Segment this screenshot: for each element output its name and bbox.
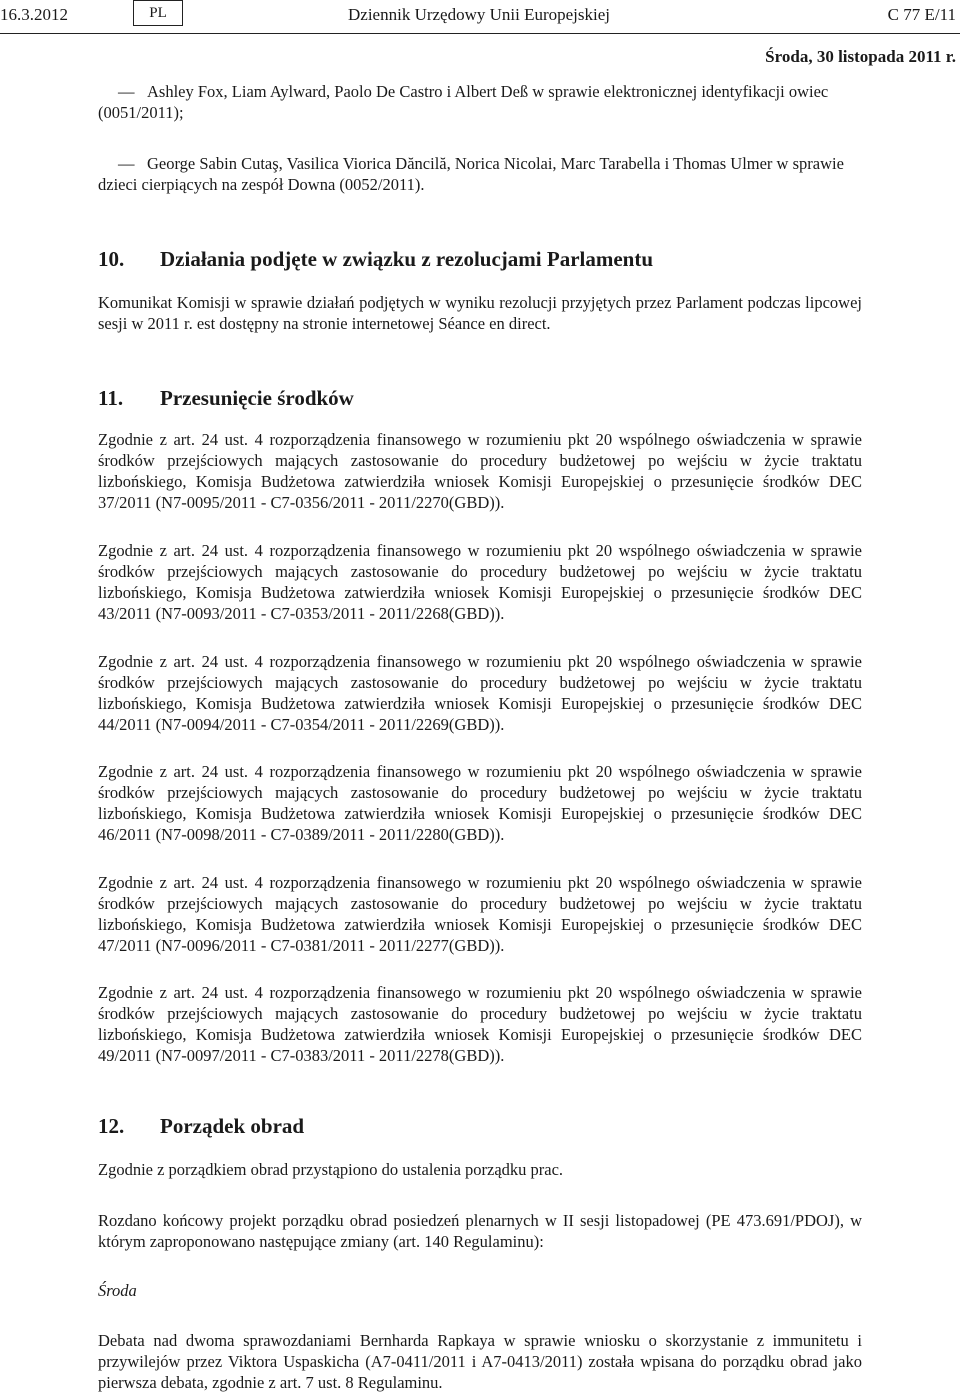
paragraph: Zgodnie z art. 24 ust. 4 rozporządzenia finansowego w rozumieniu pkt 20 wspólnego oświadczenia w sprawie środków przejściowych mających zastosowanie do procedury budżetowej po wejściu w życie traktatu lizbońskiego, Komisja Budżetowa zatwierdziła wniosek Komisji Europejskiej o przesunięcie środków DEC 47/2011 (N7-0096/2011 - C7-0381/2011 - 2011/2277(GBD)). (98, 873, 862, 955)
paragraph: Komunikat Komisji w sprawie działań podjętych w wyniku rezolucji przyjętych przez Parlament podczas lipcowej sesji w 2011 r. est dostępny na stronie internetowej Séance en direct. (98, 293, 862, 333)
paragraph: Debata nad dwoma sprawozdaniami Bernharda Rapkaya w sprawie wniosku o skorzystanie z immunitetu i przywilejów przez Viktora Uspaskicha (A7-0411/2011 i A7-0413/2011) została wpisana do porządku obrad jako pierwsza debata, zgodnie z art. 7 ust. 8 Regulaminu. (98, 1331, 862, 1392)
day-subheading: Środa (98, 1281, 137, 1300)
section-title: Porządek obrad (160, 1114, 305, 1138)
paragraph: Zgodnie z art. 24 ust. 4 rozporządzenia finansowego w rozumieniu pkt 20 wspólnego oświadczenia w sprawie środków przejściowych mających zastosowanie do procedury budżetowej po wejściu w życie traktatu lizbońskiego, Komisja Budżetowa zatwierdziła wniosek Komisji Europejskiej o przesunięcie środków DEC 49/2011 (N7-0097/2011 - C7-0383/2011 - 2011/2278(GBD)). (98, 983, 862, 1065)
list-item (98, 153, 866, 195)
paragraph: Rozdano końcowy projekt porządku obrad posiedzeń plenarnych w II sesji listopadowej (PE 473.691/PDOJ), w którym zaproponowano następujące zmiany (art. 140 Regulaminu): (98, 1211, 862, 1251)
list-item (98, 81, 866, 123)
journal-title: Dziennik Urzędowy Unii Europejskiej (348, 5, 611, 24)
section-number: 11. (98, 386, 124, 410)
paragraph: Zgodnie z porządkiem obrad przystąpiono do ustalenia porządku prac. (98, 1160, 564, 1179)
paragraph: Zgodnie z art. 24 ust. 4 rozporządzenia finansowego w rozumieniu pkt 20 wspólnego oświadczenia w sprawie środków przejściowych mających zastosowanie do procedury budżetowej po wejściu w życie traktatu lizbońskiego, Komisja Budżetowa zatwierdziła wniosek Komisji Europejskiej o przesunięcie środków DEC 37/2011 (N7-0095/2011 - C7-0356/2011 - 2011/2270(GBD)). (98, 430, 862, 512)
paragraph: Zgodnie z art. 24 ust. 4 rozporządzenia finansowego w rozumieniu pkt 20 wspólnego oświadczenia w sprawie środków przejściowych mających zastosowanie do procedury budżetowej po wejściu w życie traktatu lizbońskiego, Komisja Budżetowa zatwierdziła wniosek Komisji Europejskiej o przesunięcie środków DEC 46/2011 (N7-0098/2011 - C7-0389/2011 - 2011/2280(GBD)). (98, 762, 862, 844)
section-heading (98, 1114, 304, 1139)
paragraph: Zgodnie z art. 24 ust. 4 rozporządzenia finansowego w rozumieniu pkt 20 wspólnego oświadczenia w sprawie środków przejściowych mających zastosowanie do procedury budżetowej po wejściu w życie traktatu lizbońskiego, Komisja Budżetowa zatwierdziła wniosek Komisji Europejskiej o przesunięcie środków DEC 44/2011 (N7-0094/2011 - C7-0354/2011 - 2011/2269(GBD)). (98, 652, 862, 734)
section-heading (98, 247, 653, 272)
list-item-text: Ashley Fox, Liam Aylward, Paolo De Castro i Albert Deß w sprawie elektronicznej identyfikacji owiec (0051/2011); (98, 82, 829, 122)
section-number: 12. (98, 1114, 125, 1138)
journal-header (0, 0, 960, 34)
paragraph: Zgodnie z art. 24 ust. 4 rozporządzenia finansowego w rozumieniu pkt 20 wspólnego oświadczenia w sprawie środków przejściowych mających zastosowanie do procedury budżetowej po wejściu w życie traktatu lizbońskiego, Komisja Budżetowa zatwierdziła wniosek Komisji Europejskiej o przesunięcie środków DEC 43/2011 (N7-0093/2011 - C7-0353/2011 - 2011/2268(GBD)). (98, 541, 862, 623)
publication-date: 16.3.2012 (0, 5, 68, 24)
header-rule (0, 33, 960, 34)
list-item-text: George Sabin Cutaş, Vasilica Viorica Dăncilă, Norica Nicolai, Marc Tarabella i Thomas Ulmer w sprawie dzieci cierpiących na zespół Downa (0052/2011). (98, 154, 844, 194)
sitting-date: Środa, 30 listopada 2011 r. (765, 47, 956, 66)
section-heading (98, 386, 354, 411)
language-code-box: PL (133, 0, 183, 26)
section-title: Przesunięcie środków (160, 386, 354, 410)
section-number: 10. (98, 247, 125, 271)
journal-reference: C 77 E/11 (887, 5, 956, 24)
section-title: Działania podjęte w związku z rezolucjami Parlamentu (160, 247, 654, 271)
list-dash: — (118, 154, 135, 173)
list-dash: — (118, 82, 135, 101)
